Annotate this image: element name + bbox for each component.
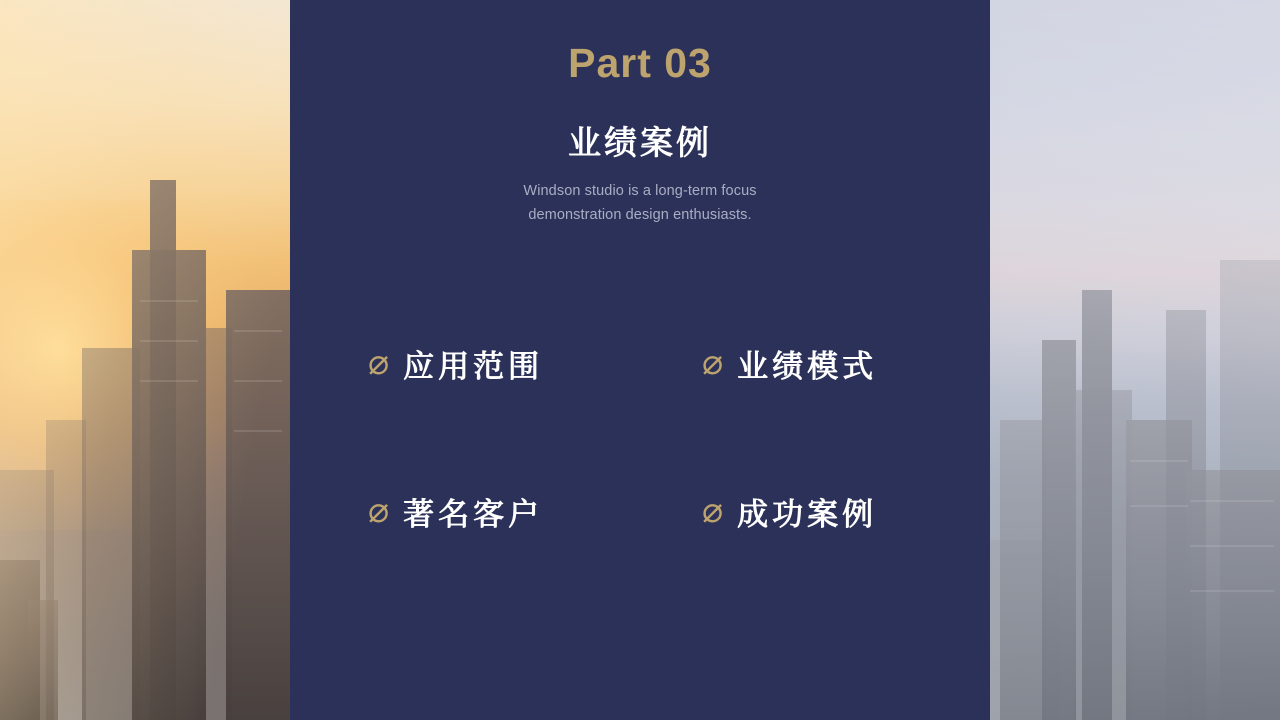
- content-panel: [290, 0, 990, 720]
- topic-item-label: 应用范围: [403, 349, 544, 385]
- right-cityscape-photo: [990, 0, 1280, 720]
- topic-item-label: 成功案例: [737, 497, 878, 533]
- topic-item-3[interactable]: [290, 438, 640, 586]
- slashed-circle-icon: ⌀: [368, 491, 390, 532]
- part-label: Part 03: [568, 40, 712, 86]
- topic-item-label: 著名客户: [403, 497, 544, 533]
- right-haze-overlay: [990, 0, 1280, 720]
- subtitle: [425, 180, 855, 228]
- topic-list: [290, 290, 990, 586]
- slashed-circle-icon: ⌀: [702, 343, 724, 384]
- slashed-circle-icon: ⌀: [702, 491, 724, 532]
- subtitle-line-1: Windson studio is a long-term focus: [523, 183, 757, 199]
- left-haze-overlay: [0, 0, 290, 720]
- left-cityscape-photo: [0, 0, 290, 720]
- section-title: 业绩案例: [568, 124, 712, 161]
- topic-item-4[interactable]: [640, 438, 990, 586]
- topic-item-2[interactable]: [640, 290, 990, 438]
- topic-item-label: 业绩模式: [737, 349, 878, 385]
- subtitle-line-2: demonstration design enthusiasts.: [528, 206, 752, 223]
- slashed-circle-icon: ⌀: [368, 343, 390, 384]
- topic-item-1[interactable]: [290, 290, 640, 438]
